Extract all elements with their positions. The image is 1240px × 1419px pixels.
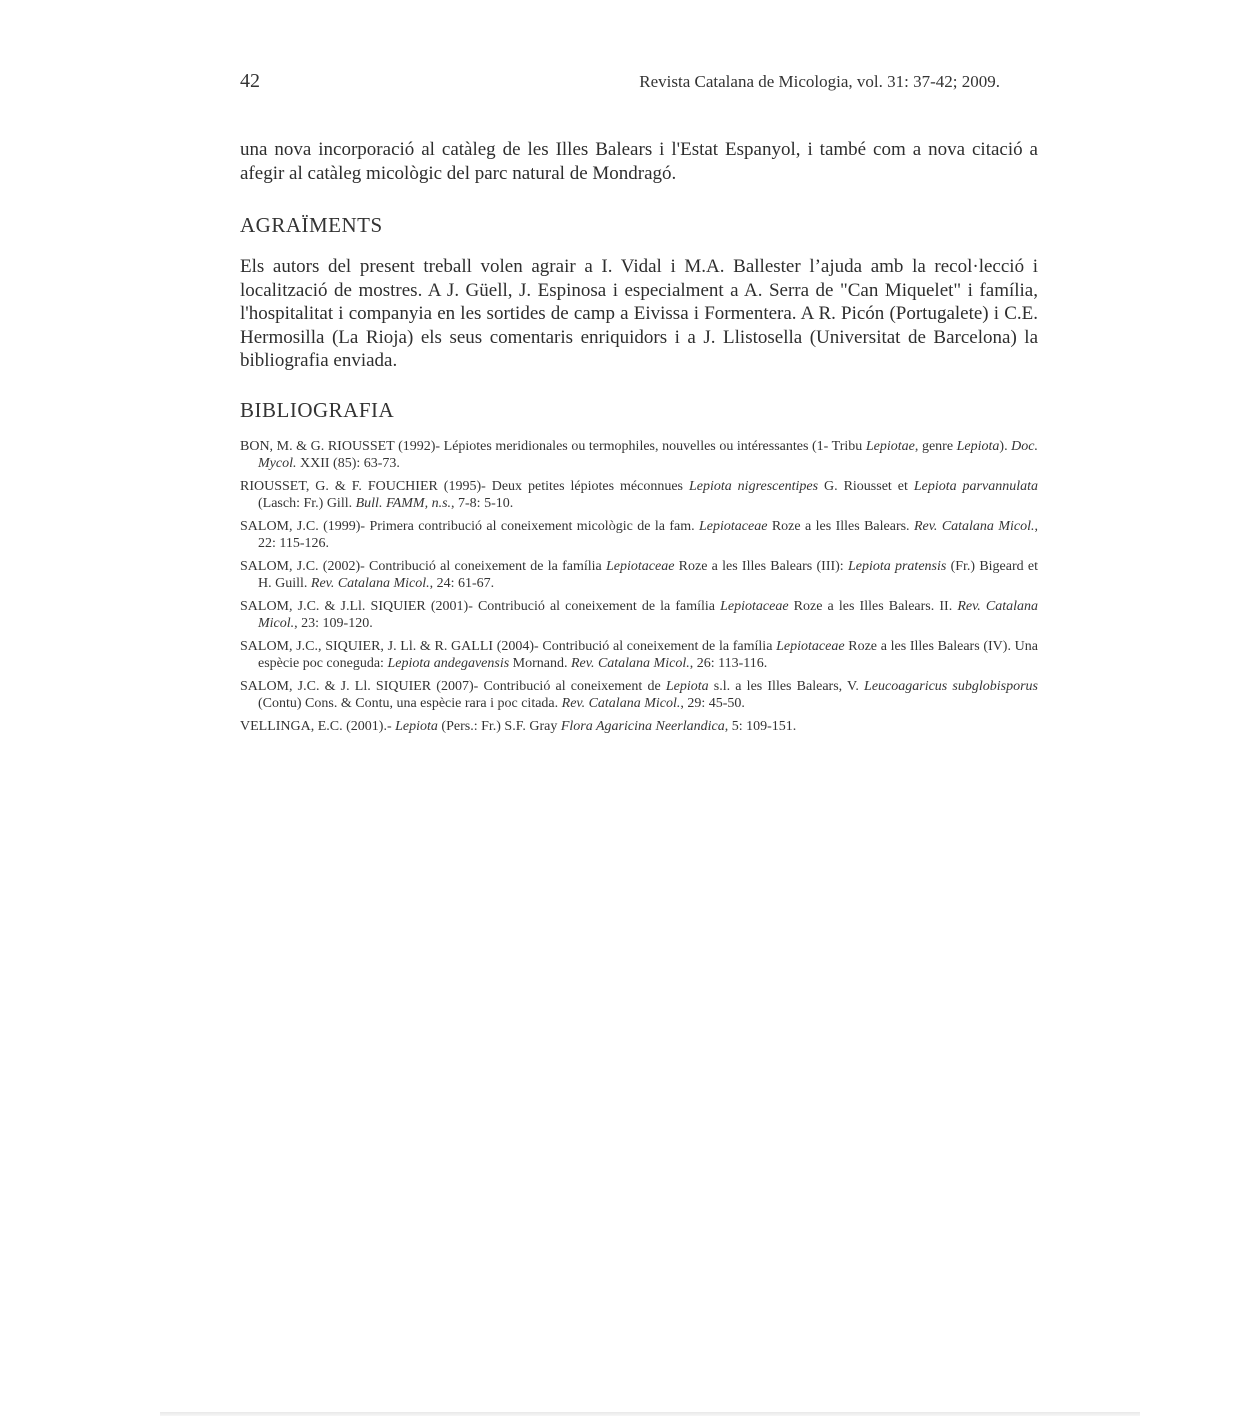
reference-segment: XXII (85): 63-73. — [296, 456, 400, 471]
reference-segment: (Fr.) Bigeard et H. Guill. — [258, 559, 1038, 591]
reference-italic-segment: Lepiota — [956, 439, 1000, 454]
reference-segment: , 29: 45-50. — [680, 696, 745, 711]
reference-segment: , 22: 115-126. — [258, 519, 1038, 551]
reference-segment: SALOM, J.C. (1999)- Primera contribució al coneixement micològic de la fam. — [240, 519, 699, 534]
reference-italic-segment: Lepiotaceae — [776, 639, 845, 654]
reference-segment: (Contu) Cons. & Contu, una espècie rara i poc citada. — [258, 696, 562, 711]
reference-segment: (Pers.: Fr.) S.F. Gray — [437, 719, 561, 734]
reference-segment: BON, M. & G. RIOUSSET (1992)- Lépiotes meridionales ou termophiles, nouvelles ou intéressantes (1- Tribu — [240, 439, 866, 454]
reference-item — [240, 518, 1038, 552]
reference-item — [240, 438, 1038, 472]
reference-italic-segment: Lepiotaceae — [720, 599, 789, 614]
reference-italic-segment: Bull. FAMM, n.s. — [355, 496, 452, 511]
reference-italic-segment: Lepiota andegavensis — [387, 656, 510, 671]
reference-italic-segment: Lepiotaceae — [699, 519, 768, 534]
reference-italic-segment: Lepiotaceae — [605, 559, 675, 574]
reference-list — [240, 438, 1038, 741]
page-bottom-edge — [160, 1412, 1140, 1416]
intro-paragraph: una nova incorporació al catàleg de les Illes Balears i l'Estat Espanyol, i també com a nova citació a afegir al catàleg micològic del parc natural de Mondragó. — [240, 139, 1038, 184]
reference-italic-segment: Lepiota pratensis — [847, 559, 947, 574]
reference-segment: Mornand. — [509, 656, 571, 671]
reference-segment: , genre — [914, 439, 957, 454]
page-number: 42 — [240, 70, 260, 92]
reference-segment: , 26: 113-116. — [689, 656, 768, 671]
reference-italic-segment: Lepiotae — [865, 439, 915, 454]
reference-segment: G. Riousset et — [818, 479, 914, 494]
acknowledgements-heading: AGRAÏMENTS — [240, 213, 383, 237]
reference-segment: , 24: 61-67. — [429, 576, 495, 591]
reference-italic-segment: Rev. Catalana Micol. — [258, 599, 1038, 631]
reference-italic-segment: Lepiota — [665, 679, 709, 694]
reference-segment: Roze a les Illes Balears (III): — [674, 559, 848, 574]
reference-italic-segment: Leucoagaricus subglobisporus — [864, 679, 1038, 694]
reference-item — [240, 718, 1038, 735]
reference-italic-segment: Rev. Catalana Micol. — [561, 696, 681, 711]
reference-italic-segment: Lepiota — [395, 719, 438, 734]
reference-italic-segment: Rev. Catalana Micol. — [310, 576, 430, 591]
reference-segment: Roze a les Illes Balears. II. — [788, 599, 958, 614]
reference-segment: RIOUSSET, G. & F. FOUCHIER (1995)- Deux petites lépiotes méconnues — [240, 479, 689, 494]
reference-segment: VELLINGA, E.C. (2001).- — [240, 719, 396, 734]
reference-italic-segment: Lepiota nigrescentipes — [688, 479, 819, 494]
reference-italic-segment: Lepiota parvannulata — [913, 479, 1038, 494]
reference-item — [240, 638, 1038, 672]
reference-segment: (Lasch: Fr.) Gill. — [258, 496, 356, 511]
reference-item — [240, 598, 1038, 632]
bibliography-heading: BIBLIOGRAFIA — [240, 398, 395, 422]
reference-segment: , 23: 109-120. — [294, 616, 373, 631]
reference-italic-segment: Flora Agaricina Neerlandica — [560, 719, 725, 734]
reference-segment: , 5: 109-151. — [724, 719, 797, 734]
reference-segment: , 7-8: 5-10. — [451, 496, 514, 511]
reference-segment: s.l. a les Illes Balears, V. — [708, 679, 865, 694]
reference-segment: SALOM, J.C. & J.Ll. SIQUIER (2001)- Contribució al coneixement de la família — [240, 599, 721, 614]
reference-segment: Roze a les Illes Balears (IV). Una espècie poc coneguda: — [258, 639, 1038, 671]
page-header — [240, 70, 1000, 96]
reference-segment: ). — [999, 439, 1012, 454]
reference-segment: SALOM, J.C., SIQUIER, J. Ll. & R. GALLI (2004)- Contribució al coneixement de la família — [240, 639, 777, 654]
reference-item — [240, 558, 1038, 592]
reference-item — [240, 478, 1038, 512]
reference-segment: Roze a les Illes Balears. — [767, 519, 914, 534]
reference-segment: SALOM, J.C. & J. Ll. SIQUIER (2007)- Contribució al coneixement de — [240, 679, 666, 694]
running-head: Revista Catalana de Micologia, vol. 31: 37-42; 2009. — [639, 72, 1000, 91]
reference-item — [240, 678, 1038, 712]
reference-italic-segment: Rev. Catalana Micol. — [571, 656, 690, 671]
acknowledgements-paragraph: Els autors del present treball volen agrair a I. Vidal i M.A. Ballester l’ajuda amb la recol·lecció i localització de mostres. A J. Güell, J. Espinosa i especialment a A. Serra de "Can Miquelet" i família, l'hospitalitat i companyia en les sortides de camp a Eivissa i Formentera. A R. Picón (Portugalete) i C.E. Hermosilla (La Rioja) els seus comentaris enriquidors i a J. Llistosella (Universitat de Barcelona) la bibliografia enviada. — [240, 256, 1038, 371]
reference-italic-segment: Doc. Mycol. — [258, 439, 1038, 471]
reference-segment: SALOM, J.C. (2002)- Contribució al coneixement de la família — [240, 559, 606, 574]
reference-italic-segment: Rev. Catalana Micol. — [913, 519, 1035, 534]
